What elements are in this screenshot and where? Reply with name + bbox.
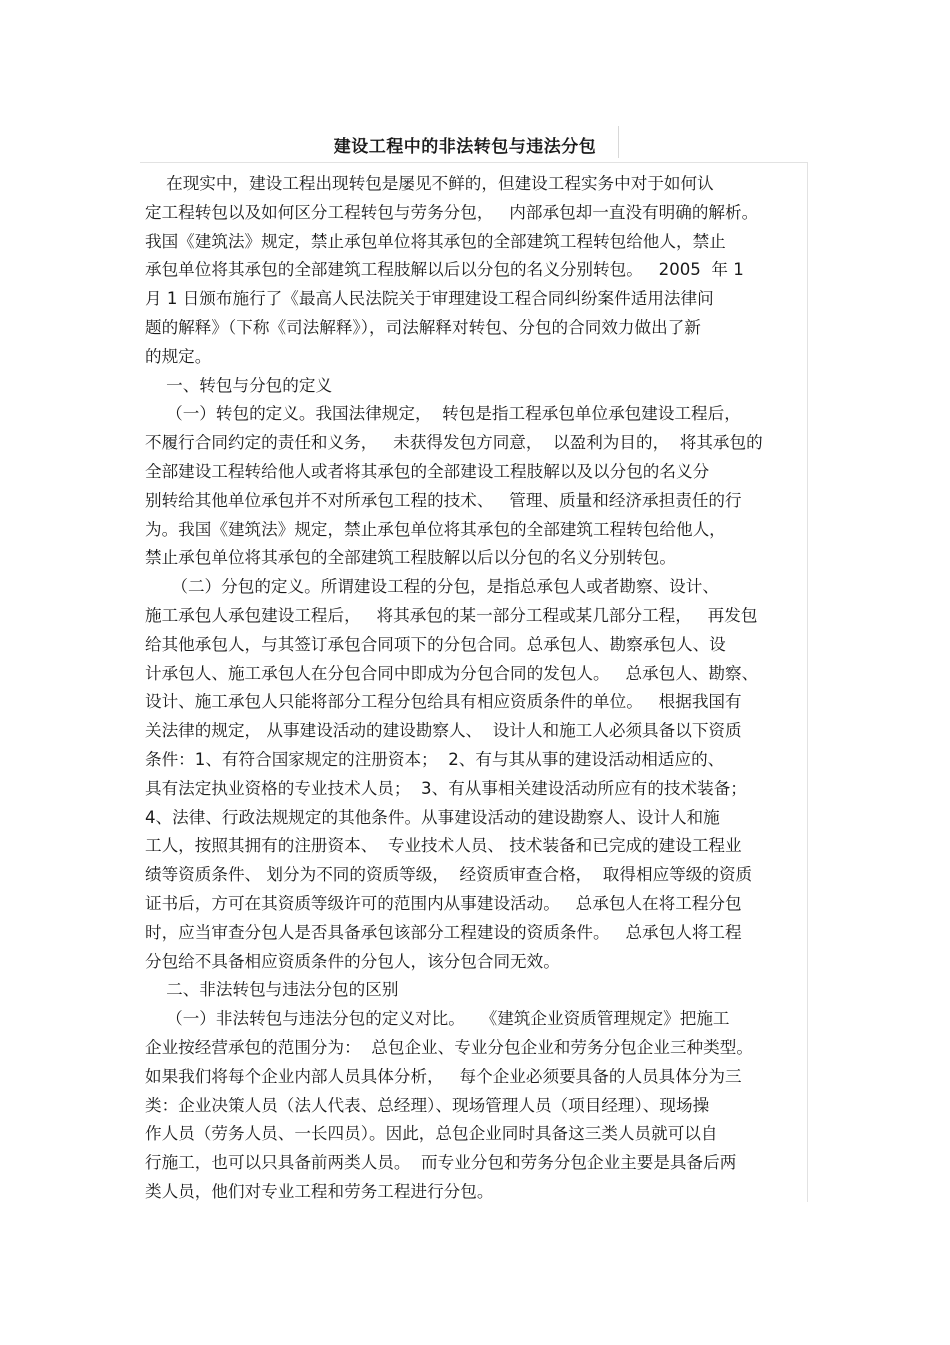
body-line: 施工承包人承包建设工程后， 将其承包的某一部分工程或某几部分工程， 再发包 xyxy=(145,605,758,625)
body-line: 题的解释》（下称《司法解释》），司法解释对转包、分包的合同效力做出了新 xyxy=(145,317,701,337)
body-line: 定工程转包以及如何区分工程转包与劳务分包， 内部承包却一直没有明确的解析。 xyxy=(145,202,759,222)
text-box-top-rule xyxy=(140,162,808,163)
body-line: 计承包人、施工承包人在分包合同中即成为分包合同的发包人。 总承包人、勘察、 xyxy=(145,663,759,683)
body-line: 禁止承包单位将其承包的全部建筑工程肢解以后以分包的名义分别转包。 xyxy=(145,548,676,568)
body-line: 一、转包与分包的定义 xyxy=(145,375,333,395)
body-line: 分包给不具备相应资质条件的分包人，该分包合同无效。 xyxy=(145,951,560,971)
body-line: 类人员，他们对专业工程和劳务工程进行分包。 xyxy=(145,1181,494,1201)
body-line: 的规定。 xyxy=(145,346,212,366)
body-line: 绩等资质条件、 划分为不同的资质等级， 经资质审查合格， 取得相应等级的资质 xyxy=(145,865,753,885)
body-line: 关法律的规定， 从事建设活动的建设勘察人、 设计人和施工人必须具备以下资质 xyxy=(145,721,742,741)
body-line: （二）分包的定义。所谓建设工程的分包，是指总承包人或者勘察、设计、 xyxy=(145,577,719,597)
body-line: 我国《建筑法》规定，禁止承包单位将其承包的全部建筑工程转包给他人，禁止 xyxy=(145,231,726,251)
body-line: 给其他承包人，与其签订承包合同项下的分包合同。总承包人、勘察承包人、设 xyxy=(145,634,726,654)
body-line: 工人，按照其拥有的注册资本、 专业技术人员、 技术装备和已完成的建设工程业 xyxy=(145,836,742,856)
body-line: 不履行合同约定的责任和义务， 未获得发包方同意， 以盈利为目的， 将其承包的 xyxy=(145,433,763,453)
body-line: （一）非法转包与违法分包的定义对比。 《建筑企业资质管理规定》把施工 xyxy=(145,1009,730,1029)
body-line: 作人员（劳务人员、一长四员）。因此，总包企业同时具备这三类人员就可以自 xyxy=(145,1124,718,1144)
body-line: （一）转包的定义。我国法律规定， 转包是指工程承包单位承包建设工程后， xyxy=(145,404,741,424)
document-body xyxy=(145,170,810,1207)
body-line: 月 1 日颁布施行了《最高人民法院关于审理建设工程合同纠纷案件适用法律问 xyxy=(145,289,714,309)
body-line: 类：企业决策人员（法人代表、总经理）、现场管理人员（项目经理）、现场操 xyxy=(145,1095,710,1115)
body-line: 证书后，方可在其资质等级许可的范围内从事建设活动。 总承包人在将工程分包 xyxy=(145,893,742,913)
body-line: 如果我们将每个企业内部人员具体分析， 每个企业必须要具备的人员具体分为三 xyxy=(145,1066,742,1086)
body-line: 全部建设工程转给他人或者将其承包的全部建设工程肢解以及以分包的名义分 xyxy=(145,461,710,481)
body-line: 时，应当审查分包人是否具备承包该部分工程建设的资质条件。 总承包人将工程 xyxy=(145,922,742,942)
body-line: 别转给其他单位承包并不对所承包工程的技术、 管理、质量和经济承担责任的行 xyxy=(145,490,742,510)
body-line: 设计、施工承包人只能将部分工程分包给具有相应资质条件的单位。 根据我国有 xyxy=(145,692,742,712)
body-line: 条件：1、有符合国家规定的注册资本； 2、有与其从事的建设活动相适应的、 xyxy=(145,749,725,769)
body-line: 二、非法转包与违法分包的区别 xyxy=(145,980,399,1000)
body-line: 行施工，也可以只具备前两类人员。 而专业分包和劳务分包企业主要是具备后两 xyxy=(145,1153,737,1173)
body-line: 为。我国《建筑法》规定，禁止承包单位将其承包的全部建筑工程转包给他人， xyxy=(145,519,726,539)
document-title: 建设工程中的非法转包与违法分包 xyxy=(333,137,597,157)
body-line: 在现实中，建设工程出现转包是屡见不鲜的，但建设工程实务中对于如何认 xyxy=(145,174,714,193)
body-line: 具有法定执业资格的专业技术人员； 3、有从事相关建设活动所应有的技术装备； xyxy=(145,778,747,798)
body-line: 4、法律、行政法规规定的其他条件。从事建设活动的建设勘察人、设计人和施 xyxy=(145,807,720,827)
body-line: 承包单位将其承包的全部建筑工程肢解以后以分包的名义分别转包。 2005 年 1 xyxy=(145,260,744,280)
body-line: 企业按经营承包的范围分为： 总包企业、专业分包企业和劳务分包企业三种类型。 xyxy=(145,1037,753,1057)
